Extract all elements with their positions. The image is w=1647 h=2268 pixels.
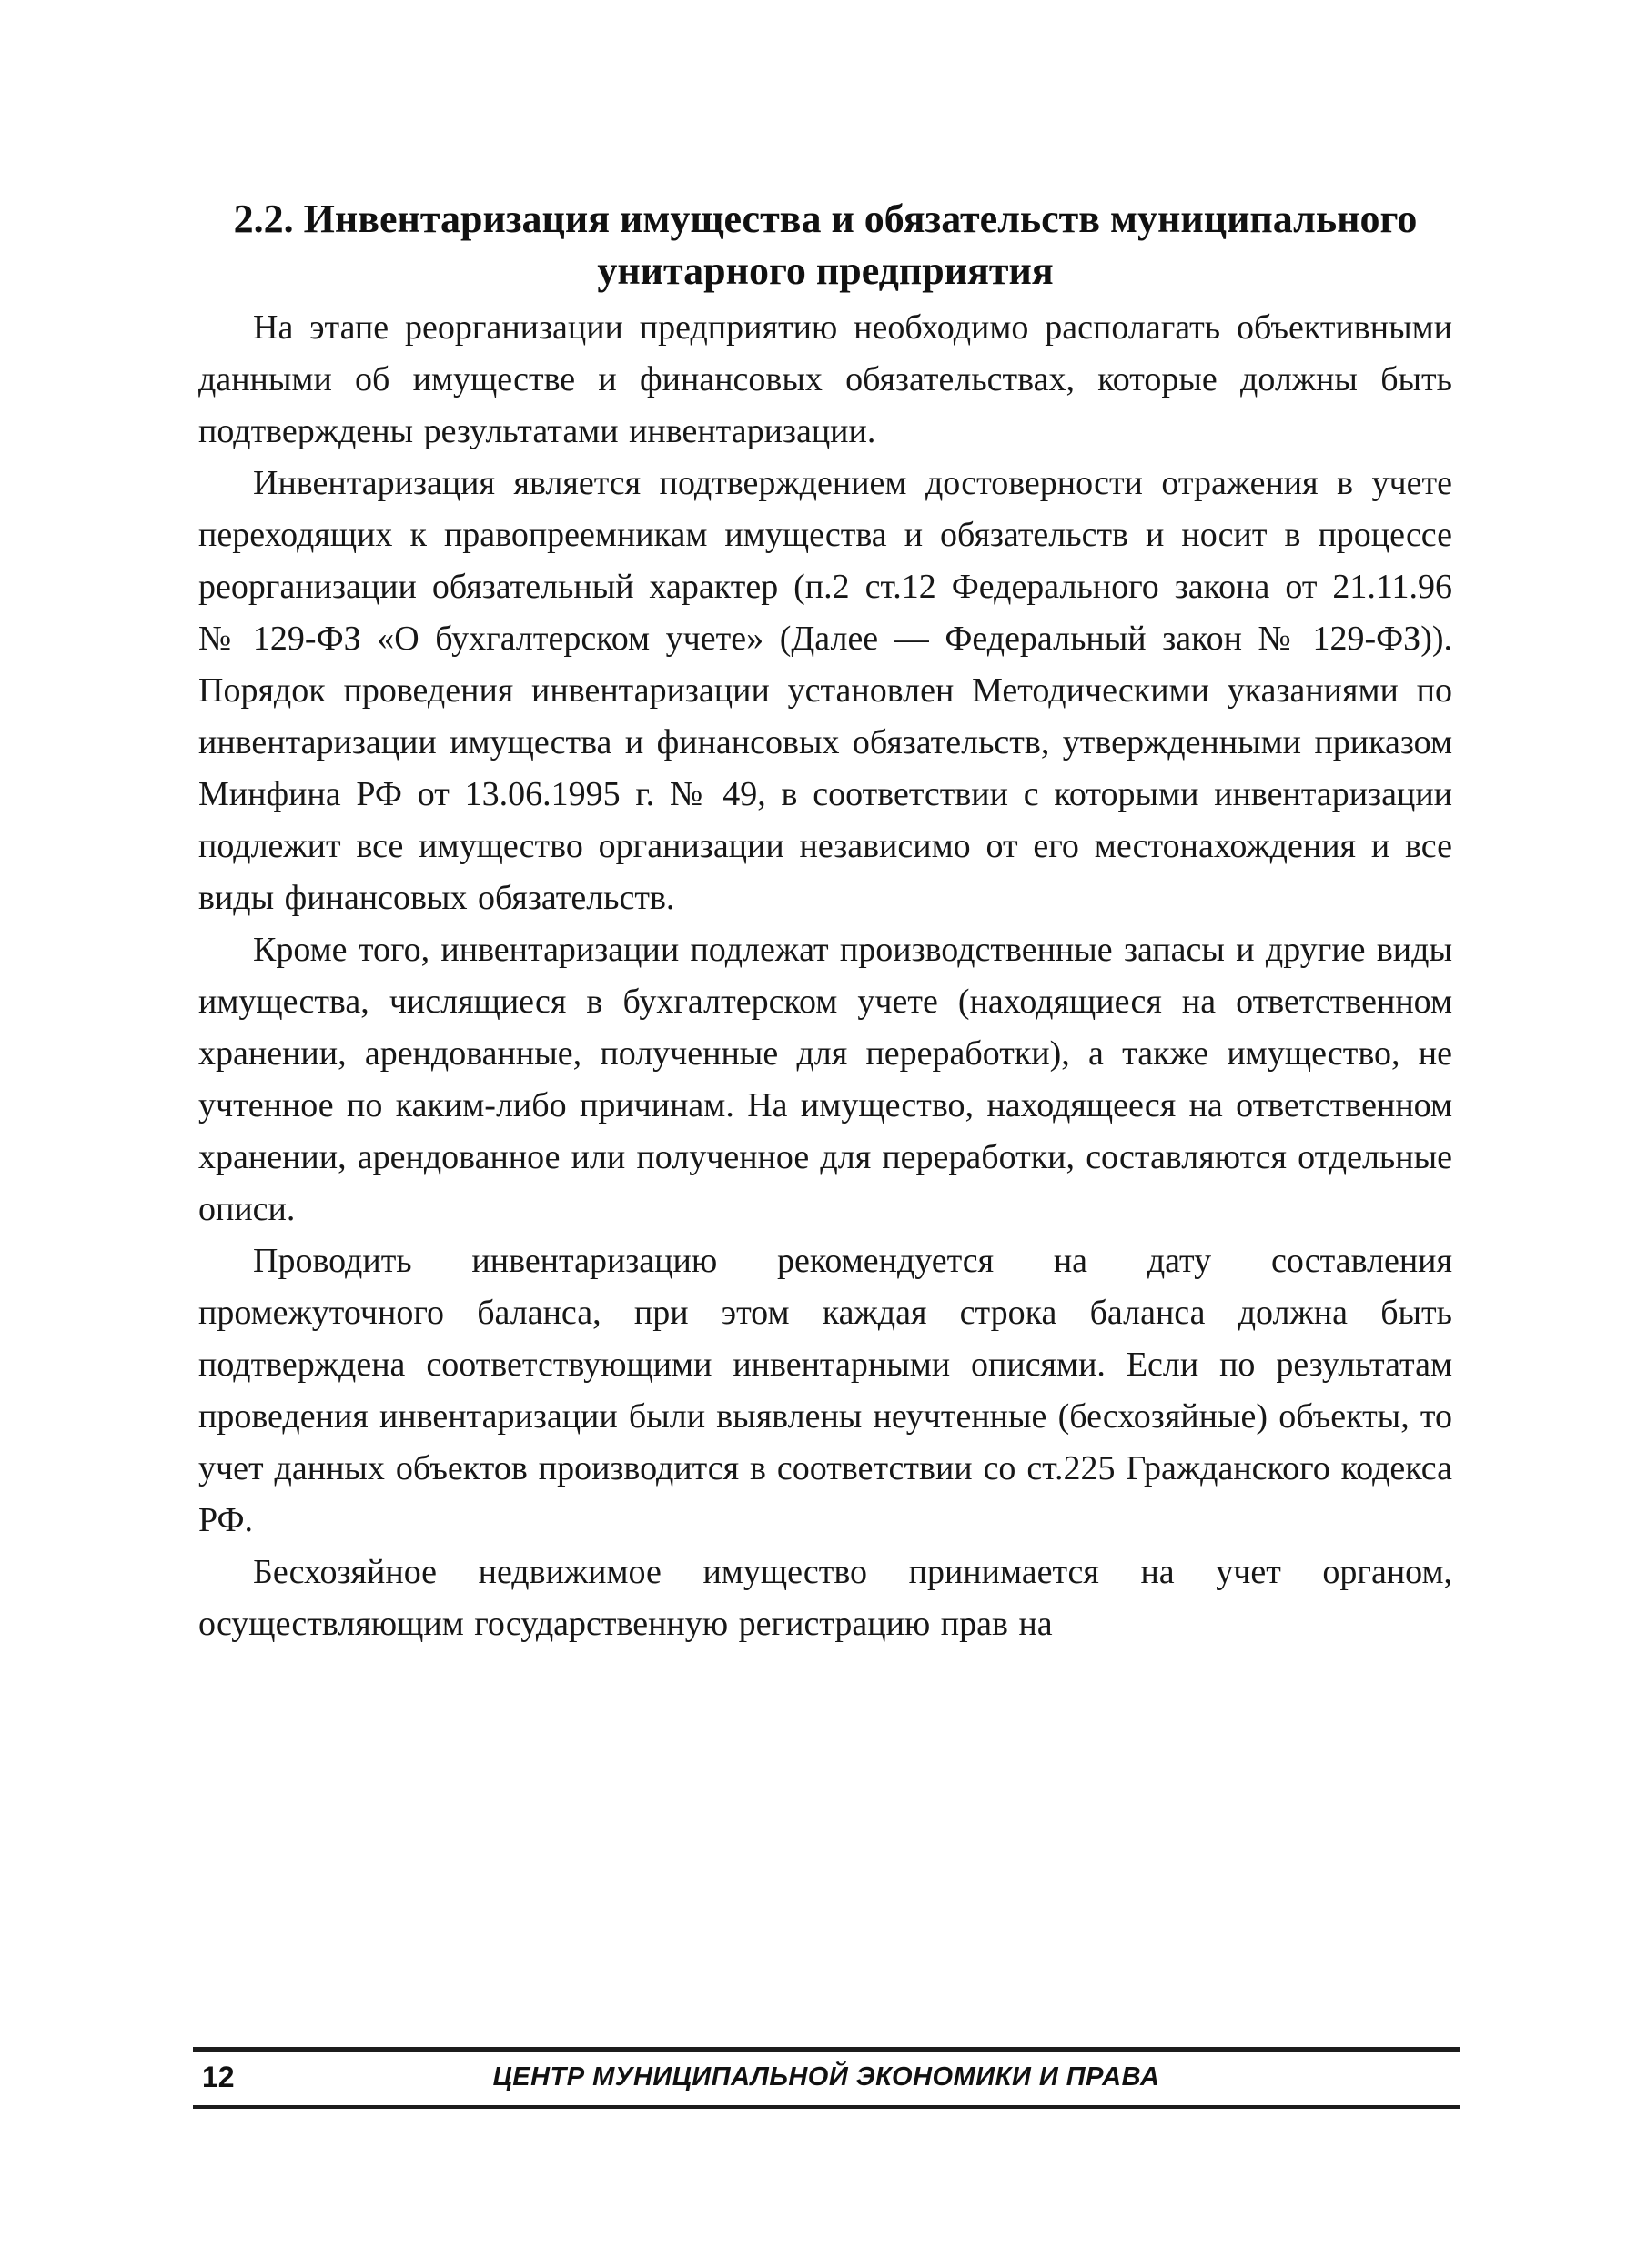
- body-text: [198, 302, 1452, 1650]
- page-number: 12: [202, 2061, 235, 2093]
- paragraph-4: Проводить инвентаризацию рекомендуется на дату составления промежуточного баланса, при этом каждая строка баланса должна быть подтверждена соответствующими инвентарными описями. Если по результатам проведения инвентаризации были выявлены неучтенные (бесхозяйные) объекты, то учет данных объектов производится в соответствии со ст.225 Гражданского кодекса РФ.: [198, 1242, 1452, 1539]
- footer-publisher: ЦЕНТР МУНИЦИПАЛЬНОЙ ЭКОНОМИКИ И ПРАВА: [492, 2062, 1160, 2092]
- paragraph-3: Кроме того, инвентаризации подлежат производственные запасы и другие виды имущества, числящиеся в бухгалтерском учете (находящиеся на ответственном хранении, арендованные, полученные для переработки), а также имущество, не учтенное по каким-либо причинам. На имущество, находящееся на ответственном хранении, арендованное или полученное для переработки, составляются отдельные описи.: [198, 931, 1452, 1228]
- page-footer: [193, 2047, 1460, 2109]
- paragraph-5: Бесхозяйное недвижимое имущество принимается на учет органом, осуществляющим государственную регистрацию прав на: [198, 1553, 1452, 1643]
- paragraph-1: На этапе реорганизации предприятию необходимо располагать объективными данными об имуществе и финансовых обязательствах, которые должны быть подтверждены результатами инвентаризации.: [198, 308, 1452, 450]
- paragraph-2: Инвентаризация является подтверждением достоверности отражения в учете переходящих к правопреемникам имущества и обязательств и носит в процессе реорганизации обязательный характер (п.2 ст.12 Федерального закона от 21.11.96 № 129-ФЗ «О бухгалтерском учете» (Далее — Федеральный закон № 129-ФЗ)). Порядок проведения инвентаризации установлен Методическими указаниями по инвентаризации имущества и финансовых обязательств, утвержденными приказом Минфина РФ от 13.06.1995 г. № 49, в соответствии с которыми инвентаризации подлежит все имущество организации независимо от его местонахождения и все виды финансовых обязательств.: [198, 464, 1452, 917]
- footer-row: [193, 2060, 1460, 2094]
- section-heading: 2.2. Инвентаризация имущества и обязательств муниципального унитарного предприятия: [233, 197, 1418, 293]
